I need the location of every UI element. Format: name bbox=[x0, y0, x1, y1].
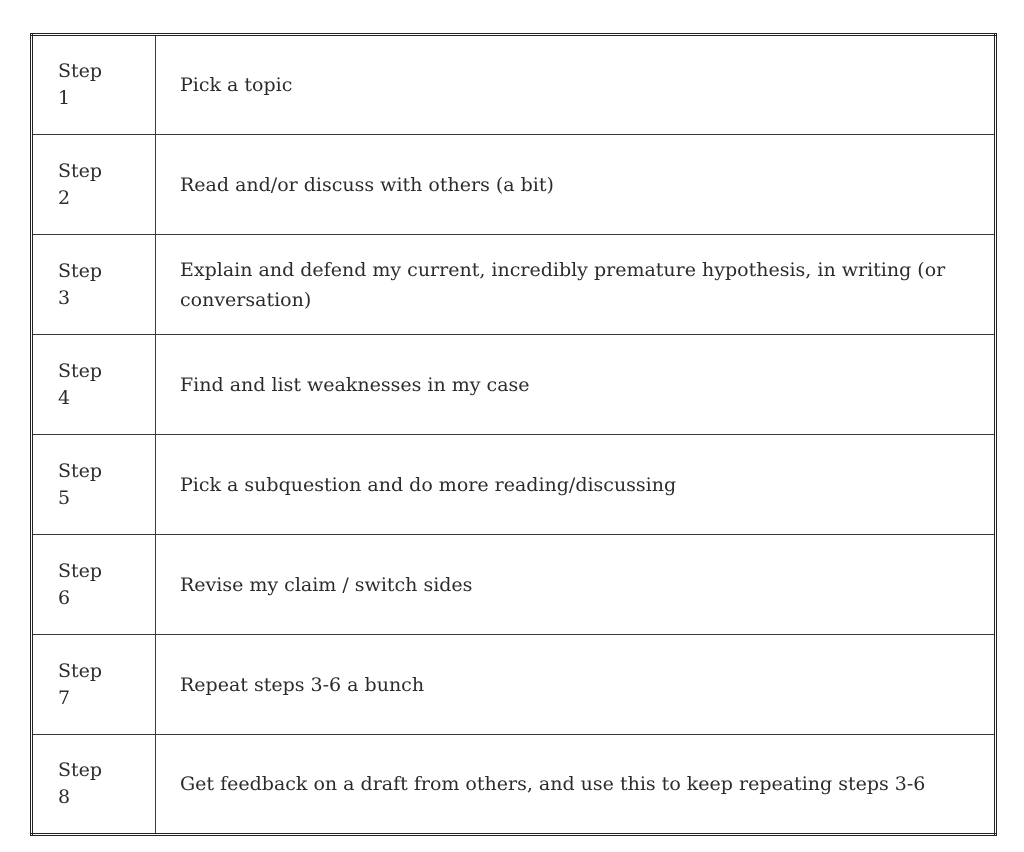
step-label-cell bbox=[32, 735, 156, 835]
table-row bbox=[32, 35, 996, 135]
step-label-cell bbox=[32, 435, 156, 535]
step-description: Find and list weaknesses in my case bbox=[156, 335, 996, 435]
step-label-cell bbox=[32, 635, 156, 735]
step-description: Read and/or discuss with others (a bit) bbox=[156, 135, 996, 235]
step-number: 2 bbox=[58, 186, 71, 209]
table-row bbox=[32, 135, 996, 235]
step-number: 4 bbox=[58, 386, 71, 409]
step-description: Repeat steps 3-6 a bunch bbox=[156, 635, 996, 735]
table-row bbox=[32, 235, 996, 335]
step-description: Revise my claim / switch sides bbox=[156, 535, 996, 635]
step-word: Step bbox=[58, 159, 103, 182]
step-label-cell bbox=[32, 235, 156, 335]
step-number: 3 bbox=[58, 286, 71, 309]
step-number: 7 bbox=[58, 686, 71, 709]
step-description: Pick a topic bbox=[156, 35, 996, 135]
step-label-cell bbox=[32, 535, 156, 635]
table-row bbox=[32, 535, 996, 635]
step-number: 1 bbox=[58, 87, 71, 109]
table-row bbox=[32, 435, 996, 535]
step-word: Step bbox=[58, 759, 103, 781]
step-word: Step bbox=[58, 259, 103, 282]
step-word: Step bbox=[58, 659, 103, 682]
step-number: 6 bbox=[58, 586, 71, 609]
step-word: Step bbox=[58, 60, 103, 82]
step-description: Explain and defend my current, incredibly premature hypothesis, in writing (or conversation) bbox=[156, 235, 996, 335]
steps-table bbox=[30, 33, 997, 836]
step-word: Step bbox=[58, 459, 103, 482]
step-label-cell bbox=[32, 135, 156, 235]
step-description: Pick a subquestion and do more reading/discussing bbox=[156, 435, 996, 535]
step-number: 8 bbox=[58, 786, 71, 808]
table-row bbox=[32, 635, 996, 735]
step-number: 5 bbox=[58, 486, 71, 509]
table-row bbox=[32, 335, 996, 435]
step-word: Step bbox=[58, 559, 103, 582]
step-label-cell bbox=[32, 335, 156, 435]
table-row bbox=[32, 735, 996, 835]
step-description: Get feedback on a draft from others, and use this to keep repeating steps 3-6 bbox=[156, 735, 996, 835]
step-label-cell bbox=[32, 35, 156, 135]
step-word: Step bbox=[58, 359, 103, 382]
